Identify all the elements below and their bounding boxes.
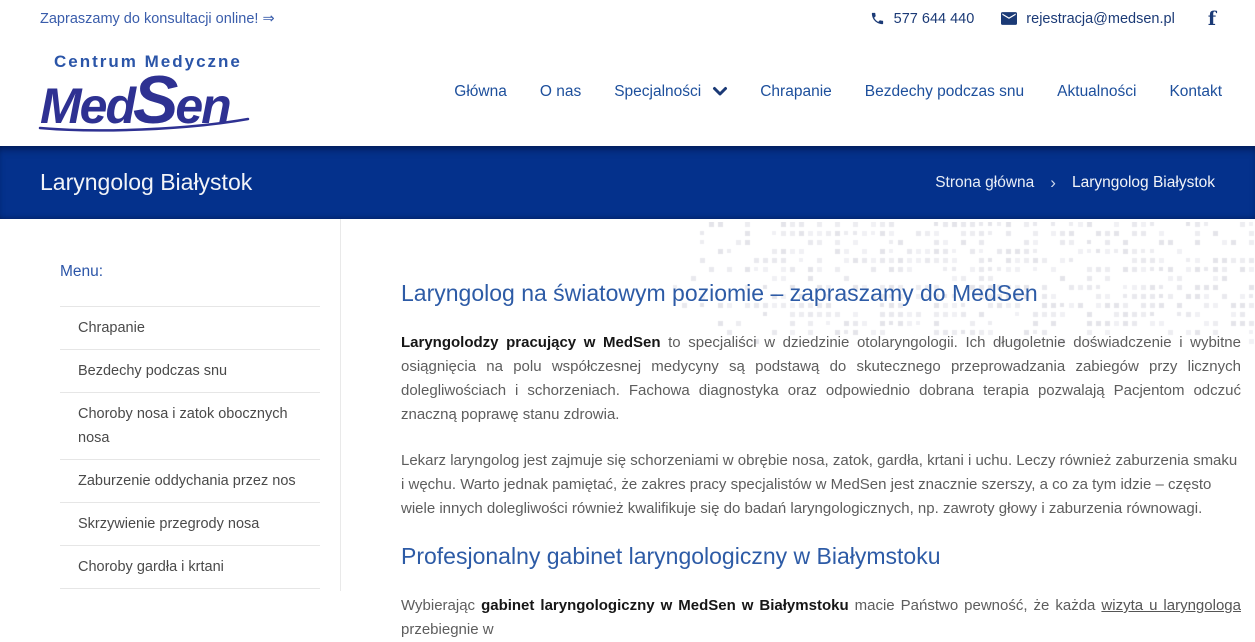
- chevron-down-icon: [713, 83, 727, 101]
- medsen-logo[interactable]: [40, 51, 255, 138]
- email-link[interactable]: [1001, 11, 1175, 27]
- sidebar-item-zaburzenie-oddychania[interactable]: Zaburzenie oddychania przez nos: [60, 460, 320, 503]
- phone-link[interactable]: [870, 11, 975, 27]
- phone-icon: [870, 11, 885, 26]
- main-nav: [454, 83, 1222, 101]
- sidebar-list: [60, 306, 320, 589]
- nav-aktualnosci[interactable]: Aktualności: [1057, 82, 1137, 100]
- logo-wordmark: Med S en: [40, 61, 230, 138]
- wizyta-u-laryngologa-link[interactable]: wizyta u laryngologa: [1101, 597, 1241, 614]
- sidebar-item-bezdechy-podczas-snu[interactable]: Bezdechy podczas snu: [60, 350, 320, 393]
- logo-tagline: Centrum Medyczne: [54, 51, 242, 71]
- envelope-icon: [1001, 12, 1017, 25]
- article-paragraph-1: Laryngolodzy pracujący w MedSen to specjaliści w dziedzinie otolaryngologii. Ich długoletnie doświadczenie i wybitne osiągnięcia na polu współczesnej medycyny są podstawą do skutecznego przeprowadzania zabiegów przy licznych dolegliwościach i schorzeniach. Fachowa diagnostyka oraz odpowiednio dobrana terapia pozwalają Pacjentom odczuć znaczną poprawę stanu zdrowia.: [401, 334, 1241, 423]
- sidebar-item-chrapanie[interactable]: Chrapanie: [60, 307, 320, 350]
- sidebar-title: Menu:: [60, 263, 104, 280]
- nav-bezdechy[interactable]: Bezdechy podczas snu: [864, 82, 1025, 100]
- facebook-icon[interactable]: f: [1207, 7, 1216, 30]
- breadcrumb: [935, 173, 1215, 193]
- breadcrumb-separator-icon: ›: [1050, 172, 1056, 192]
- page-title: Laryngolog Białystok: [40, 169, 253, 195]
- sidebar-item-skrzywienie-przegrody[interactable]: Skrzywienie przegrody nosa: [60, 503, 320, 546]
- site-header: [0, 37, 1255, 146]
- phone-number: 577 644 440: [893, 10, 975, 27]
- topbar-contacts: [870, 8, 1222, 30]
- nav-kontakt[interactable]: Kontakt: [1169, 82, 1222, 100]
- online-consultation-link[interactable]: Zapraszamy do konsultacji online! ⇒: [40, 10, 275, 27]
- email-address: rejestracja@medsen.pl: [1026, 10, 1175, 27]
- nav-chrapanie[interactable]: Chrapanie: [760, 82, 832, 100]
- top-utility-bar: [0, 0, 1255, 37]
- nav-glowna[interactable]: Główna: [454, 82, 507, 100]
- logo-swoosh-decoration: [36, 118, 251, 137]
- nav-specjalnosci[interactable]: Specjalności: [614, 83, 727, 101]
- breadcrumb-home-link[interactable]: Strona główna: [935, 173, 1035, 191]
- sidebar-item-choroby-gardla[interactable]: Choroby gardła i krtani: [60, 546, 320, 589]
- article-heading-1: Laryngolog na światowym poziomie – zapraszamy do MedSen: [401, 280, 1038, 306]
- page-title-bar: [0, 146, 1255, 219]
- article-paragraph-3: Wybierając gabinet laryngologiczny w MedSen w Białymstoku macie Państwo pewność, że każda wizyta u laryngologa przebiegnie w: [401, 597, 1241, 638]
- article: [401, 219, 1241, 638]
- sidebar-item-choroby-nosa[interactable]: Choroby nosa i zatok obocznych nosa: [60, 393, 320, 460]
- article-heading-2: Profesjonalny gabinet laryngologiczny w Białymstoku: [401, 543, 941, 569]
- nav-o-nas[interactable]: O nas: [539, 82, 582, 100]
- article-paragraph-2: Lekarz laryngolog jest zajmuje się schorzeniami w obrębie nosa, zatok, gardła, krtani i uchu. Leczy również zaburzenia smaku i węchu. Warto jednak pamiętać, że zakres pracy specjalistów w MedSen jest znacznie szerszy, a co za tym idzie – często wiele innych dolegliwości również kwalifikuje się do badań laryngologicznych, np. zawroty głowy i zaburzenia równowagi.: [401, 452, 1238, 517]
- content-area: [0, 219, 1255, 638]
- sidebar-menu: [0, 219, 341, 591]
- breadcrumb-current: Laryngolog Białystok: [1071, 173, 1215, 191]
